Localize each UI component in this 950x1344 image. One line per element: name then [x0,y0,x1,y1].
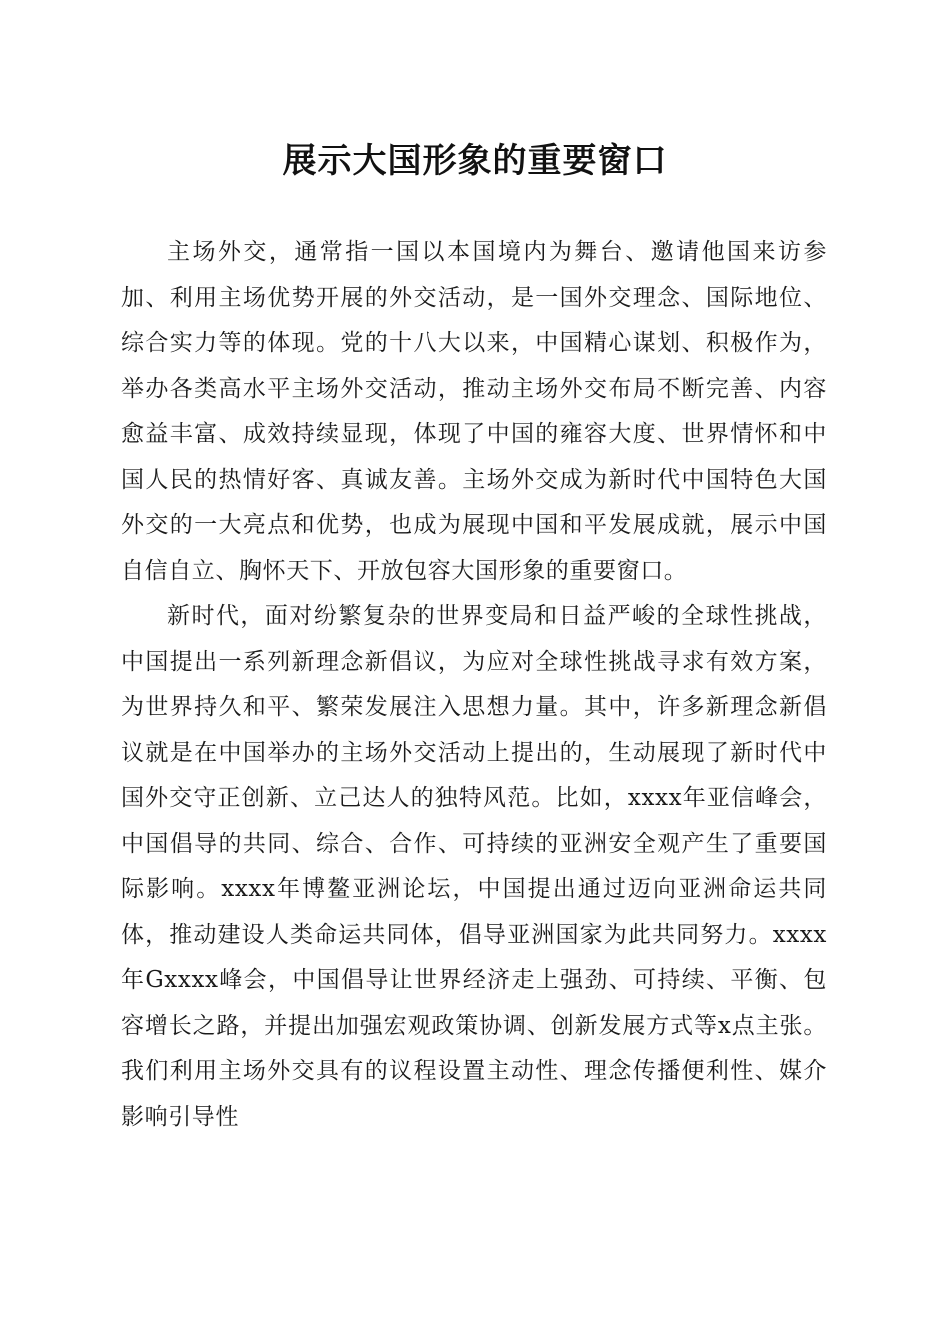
document-body [121,230,827,1140]
page-title: 展示大国形象的重要窗口 [282,141,668,181]
paragraph-1: 主场外交，通常指一国以本国境内为舞台、邀请他国来访参加、利用主场优势开展的外交活动，是一国外交理念、国际地位、综合实力等的体现。党的十八大以来，中国精心谋划、积极作为，举办各类高水平主场外交活动，推动主场外交布局不断完善、内容愈益丰富、成效持续显现，体现了中国的雍容大度、世界情怀和中国人民的热情好客、真诚友善。主场外交成为新时代中国特色大国外交的一大亮点和优势，也成为展现中国和平发展成就，展示中国自信自立、胸怀天下、开放包容大国形象的重要窗口。 [121,239,827,584]
paragraph-2: 新时代，面对纷繁复杂的世界变局和日益严峻的全球性挑战，中国提出一系列新理念新倡议，为应对全球性挑战寻求有效方案，为世界持久和平、繁荣发展注入思想力量。其中，许多新理念新倡议就是在中国举办的主场外交活动上提出的，生动展现了新时代中国外交守正创新、立己达人的独特风范。比如，xxxx年亚信峰会，中国倡导的共同、综合、合作、可持续的亚洲安全观产生了重要国际影响。xxxx年博鳌亚洲论坛，中国提出通过迈向亚洲命运共同体，推动建设人类命运共同体，倡导亚洲国家为此共同努力。xxxx年Gxxxx峰会，中国倡导让世界经济走上强劲、可持续、平衡、包容增长之路，并提出加强宏观政策协调、创新发展方式等x点主张。我们利用主场外交具有的议程设置主动性、理念传播便利性、媒介影响引导性 [121,603,827,1130]
